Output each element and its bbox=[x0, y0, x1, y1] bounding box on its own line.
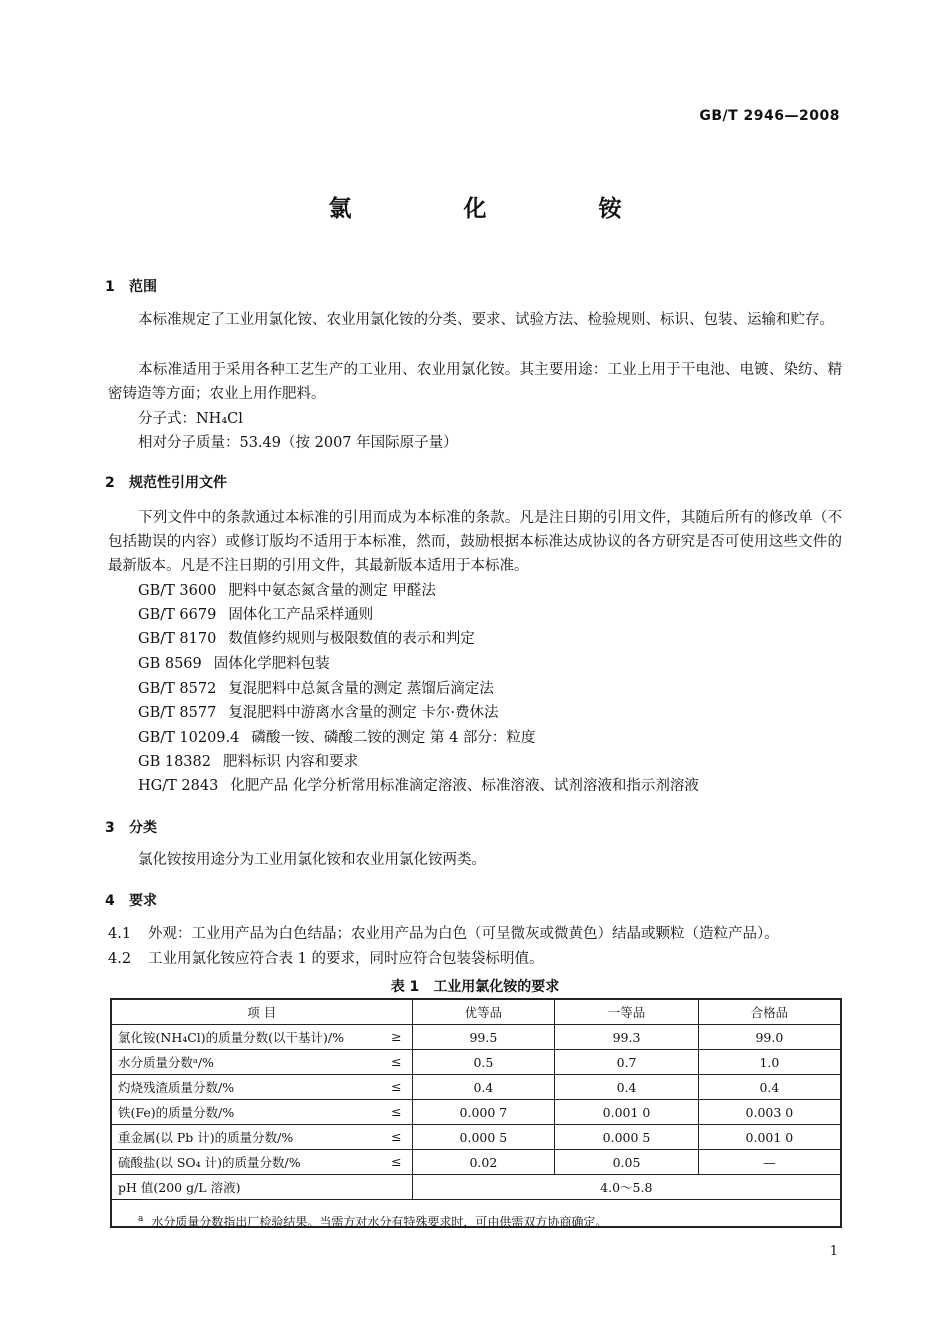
reference-title: 肥料中氨态氮含量的测定 甲醛法 bbox=[228, 583, 436, 599]
molecular-formula: 分子式：NH₄Cl bbox=[138, 411, 243, 427]
value-cell: 0.001 0 bbox=[555, 1100, 699, 1125]
document-title: 氯 化 铵 bbox=[328, 196, 674, 222]
table-row bbox=[111, 1075, 841, 1100]
comparator: ≤ bbox=[391, 1104, 402, 1119]
value-cell: 0.000 5 bbox=[555, 1125, 699, 1150]
reference-item bbox=[138, 580, 436, 602]
row-label bbox=[111, 1050, 412, 1075]
value-cell: 0.7 bbox=[555, 1050, 699, 1075]
section-1-heading bbox=[105, 276, 157, 296]
paragraph-text: 氯化铵按用途分为工业用氯化铵和农业用氯化铵两类。 bbox=[138, 852, 486, 868]
section-3-para bbox=[108, 848, 842, 872]
clause-number: 4.2 bbox=[108, 951, 132, 967]
comparator: ≥ bbox=[391, 1029, 402, 1044]
comparator: ≤ bbox=[391, 1054, 402, 1069]
item-text: 重金属(以 Pb 计)的质量分数/% bbox=[118, 1130, 294, 1145]
reference-code: GB/T 6679 bbox=[138, 607, 217, 623]
section-1-para-1 bbox=[108, 308, 842, 332]
section-2-heading bbox=[105, 472, 227, 492]
requirements-table bbox=[110, 998, 842, 1228]
table-row bbox=[111, 1025, 841, 1050]
item-text: 灼烧残渣质量分数/% bbox=[118, 1080, 235, 1095]
reference-code: HG/T 2843 bbox=[138, 778, 219, 794]
value-cell: 0.05 bbox=[555, 1150, 699, 1175]
paragraph-text: 本标准适用于采用各种工艺生产的工业用、农业用氯化铵。其主要用途：工业上用于干电池、电镀、染纺、精密铸造等方面；农业上用作肥料。 bbox=[108, 362, 842, 402]
row-label bbox=[111, 1075, 412, 1100]
clause-text: 工业用氯化铵应符合表 1 的要求，同时应符合包装袋标明值。 bbox=[148, 951, 544, 967]
reference-title: 复混肥料中总氮含量的测定 蒸馏后滴定法 bbox=[228, 681, 494, 697]
section-number: 4 bbox=[105, 893, 115, 909]
section-4-heading bbox=[105, 890, 157, 910]
footnote-mark: a bbox=[138, 1214, 144, 1224]
row-label bbox=[111, 1150, 412, 1175]
section-number: 1 bbox=[105, 279, 115, 295]
item-text: pH 值(200 g/L 溶液) bbox=[118, 1180, 241, 1195]
value-cell: 0.000 7 bbox=[412, 1100, 555, 1125]
table-row bbox=[111, 1050, 841, 1075]
section-title: 规范性引用文件 bbox=[129, 475, 227, 491]
header-first-grade: 一等品 bbox=[555, 999, 699, 1025]
reference-item bbox=[138, 653, 330, 675]
footnote-text: 水分质量分数指出厂检验结果。当需方对水分有特殊要求时，可由供需双方协商确定。 bbox=[151, 1215, 608, 1229]
value-cell: 99.5 bbox=[412, 1025, 555, 1050]
section-3-heading bbox=[105, 817, 157, 837]
comparator: ≤ bbox=[391, 1079, 402, 1094]
reference-item bbox=[138, 678, 494, 700]
item-text: 水分质量分数ᵃ/% bbox=[118, 1055, 214, 1070]
value-cell: 1.0 bbox=[698, 1050, 841, 1075]
clause-text: 外观：工业用产品为白色结晶；农业用产品为白色（可呈微灰或微黄色）结晶或颗粒（造粒产品）。 bbox=[148, 926, 779, 942]
value-cell: 0.5 bbox=[412, 1050, 555, 1075]
section-title: 要求 bbox=[129, 893, 157, 909]
reference-title: 磷酸一铵、磷酸二铵的测定 第 4 部分：粒度 bbox=[251, 730, 536, 746]
reference-title: 化肥产品 化学分析常用标准滴定溶液、标准溶液、试剂溶液和指示剂溶液 bbox=[230, 778, 699, 794]
reference-item bbox=[138, 775, 699, 797]
reference-code: GB 18382 bbox=[138, 754, 211, 770]
paragraph-text: 下列文件中的条款通过本标准的引用而成为本标准的条款。凡是注日期的引用文件，其随后所有的修改单（不包括勘误的内容）或修订版均不适用于本标准，然而，鼓励根据本标准达成协议的各方研究是否可使用这些文件的最新版本。凡是不注日期的引用文件，其最新版本适用于本标准。 bbox=[108, 510, 842, 574]
reference-item bbox=[138, 628, 475, 650]
table-header-row bbox=[111, 999, 841, 1025]
clause-4-1 bbox=[108, 923, 779, 945]
row-label bbox=[111, 1025, 412, 1050]
paragraph-text: 本标准规定了工业用氯化铵、农业用氯化铵的分类、要求、试验方法、检验规则、标识、包装、运输和贮存。 bbox=[138, 312, 834, 328]
reference-code: GB 8569 bbox=[138, 656, 202, 672]
reference-title: 肥料标识 内容和要求 bbox=[222, 754, 359, 770]
header-premium: 优等品 bbox=[412, 999, 555, 1025]
section-2-para bbox=[108, 506, 842, 578]
molecular-mass: 相对分子质量：53.49（按 2007 年国际原子量） bbox=[138, 435, 458, 451]
reference-title: 数值修约规则与极限数值的表示和判定 bbox=[228, 631, 475, 647]
reference-title: 固体化工产品采样通则 bbox=[228, 607, 374, 623]
section-title: 范围 bbox=[129, 279, 157, 295]
reference-item bbox=[138, 604, 373, 626]
value-cell: 0.003 0 bbox=[698, 1100, 841, 1125]
item-text: 铁(Fe)的质量分数/% bbox=[118, 1105, 235, 1120]
reference-code: GB/T 8572 bbox=[138, 681, 217, 697]
row-label bbox=[111, 1175, 412, 1200]
section-1-para-2 bbox=[108, 358, 842, 406]
value-cell: 0.4 bbox=[698, 1075, 841, 1100]
value-cell: 0.4 bbox=[555, 1075, 699, 1100]
value-cell: 0.02 bbox=[412, 1150, 555, 1175]
section-title: 分类 bbox=[129, 820, 157, 836]
reference-item bbox=[138, 702, 499, 724]
value-cell: — bbox=[698, 1150, 841, 1175]
reference-code: GB/T 8577 bbox=[138, 705, 217, 721]
table-caption bbox=[0, 976, 950, 996]
standard-code: GB/T 2946—2008 bbox=[699, 108, 840, 124]
clause-number: 4.1 bbox=[108, 926, 132, 942]
table-row bbox=[111, 1150, 841, 1175]
table-row bbox=[111, 1125, 841, 1150]
item-text: 硫酸盐(以 SO₄ 计)的质量分数/% bbox=[118, 1155, 301, 1170]
reference-title: 固体化学肥料包装 bbox=[213, 656, 330, 672]
reference-title: 复混肥料中游离水含量的测定 卡尔·费休法 bbox=[228, 705, 499, 721]
section-number: 3 bbox=[105, 820, 115, 836]
value-cell: 0.001 0 bbox=[698, 1125, 841, 1150]
header-item: 项 目 bbox=[111, 999, 412, 1025]
value-cell: 0.000 5 bbox=[412, 1125, 555, 1150]
reference-code: GB/T 8170 bbox=[138, 631, 217, 647]
comparator: ≤ bbox=[391, 1129, 402, 1144]
row-label bbox=[111, 1100, 412, 1125]
clause-4-2 bbox=[108, 948, 543, 970]
value-cell: 99.3 bbox=[555, 1025, 699, 1050]
section-number: 2 bbox=[105, 475, 115, 491]
value-cell: 99.0 bbox=[698, 1025, 841, 1050]
value-cell: 0.4 bbox=[412, 1075, 555, 1100]
reference-item bbox=[138, 727, 535, 749]
reference-code: GB/T 10209.4 bbox=[138, 730, 240, 746]
item-text: 氯化铵(NH₄Cl)的质量分数(以干基计)/% bbox=[118, 1030, 345, 1045]
table-number: 表 1 bbox=[390, 979, 420, 995]
reference-item bbox=[138, 751, 358, 773]
table-row-ph bbox=[111, 1175, 841, 1200]
table-row bbox=[111, 1100, 841, 1125]
value-cell-merged: 4.0～5.8 bbox=[412, 1175, 841, 1200]
row-label bbox=[111, 1125, 412, 1150]
table-title: 工业用氯化铵的要求 bbox=[433, 979, 560, 995]
comparator: ≤ bbox=[391, 1154, 402, 1169]
page-number: 1 bbox=[829, 1244, 838, 1259]
reference-code: GB/T 3600 bbox=[138, 583, 217, 599]
table-footnote bbox=[138, 1213, 607, 1230]
header-qualified: 合格品 bbox=[698, 999, 841, 1025]
